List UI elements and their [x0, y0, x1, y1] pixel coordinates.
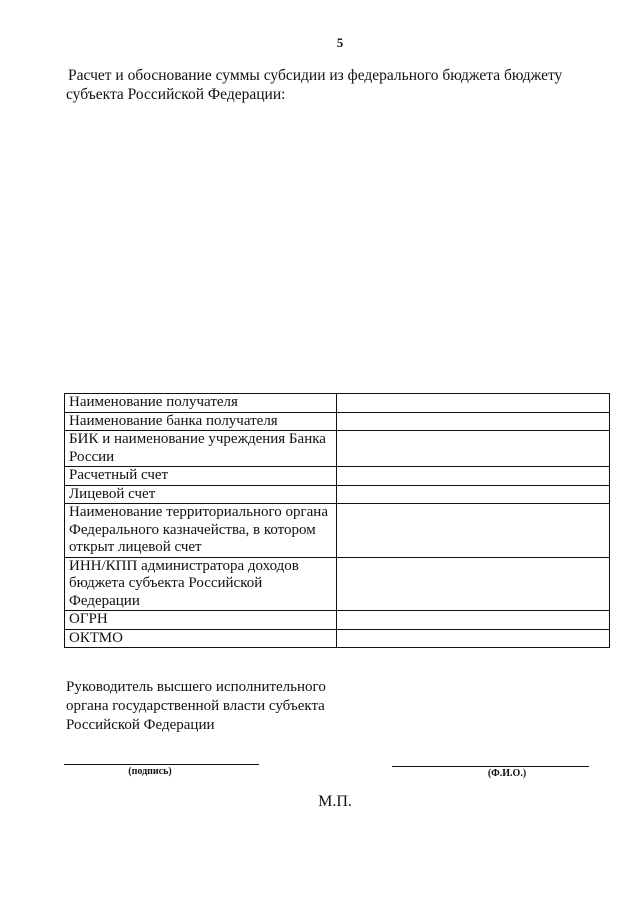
- table-row: [65, 611, 610, 630]
- row-label-oktmo: ОКТМО: [65, 629, 337, 648]
- page-number: 5: [336, 35, 344, 50]
- signatory-title: Руководитель высшего исполнительного органа государственной власти субъекта Российской Федерации: [66, 679, 326, 733]
- row-value-inn-kpp: [337, 557, 610, 611]
- row-label-ogrn: ОГРН: [65, 611, 337, 630]
- fio-caption: (Ф.И.О.): [487, 768, 527, 779]
- row-value-bik: [337, 431, 610, 467]
- row-value-treasury-body: [337, 504, 610, 558]
- table-row: [65, 485, 610, 504]
- row-label-recipient-name: Наименование получателя: [65, 394, 337, 413]
- row-value-ogrn: [337, 611, 610, 630]
- row-value-settlement-account: [337, 467, 610, 486]
- table-row: [65, 412, 610, 431]
- table-row: [65, 557, 610, 611]
- row-label-inn-kpp: ИНН/КПП администратора доходов бюджета субъекта Российской Федерации: [65, 557, 337, 611]
- row-label-personal-account: Лицевой счет: [65, 485, 337, 504]
- row-value-recipient-name: [337, 394, 610, 413]
- recipient-details-table: [64, 393, 610, 648]
- signature-line: [64, 764, 259, 765]
- signature-caption: (подпись): [128, 766, 172, 777]
- table-row: [65, 467, 610, 486]
- row-value-recipient-bank: [337, 412, 610, 431]
- row-value-oktmo: [337, 629, 610, 648]
- table-row: [65, 431, 610, 467]
- fio-line: [392, 766, 589, 767]
- stamp-place-label: М.П.: [318, 793, 352, 810]
- table-row: [65, 629, 610, 648]
- row-label-recipient-bank: Наименование банка получателя: [65, 412, 337, 431]
- table-row: [65, 394, 610, 413]
- row-label-treasury-body: Наименование территориального органа Федерального казначейства, в котором открыт лицевой счет: [65, 504, 337, 558]
- subsidy-calculation-heading: Расчет и обоснование суммы субсидии из федерального бюджета бюджету субъекта Российской Федерации:: [66, 67, 563, 103]
- row-label-bik: БИК и наименование учреждения Банка России: [65, 431, 337, 467]
- row-value-personal-account: [337, 485, 610, 504]
- row-label-settlement-account: Расчетный счет: [65, 467, 337, 486]
- table-row: [65, 504, 610, 558]
